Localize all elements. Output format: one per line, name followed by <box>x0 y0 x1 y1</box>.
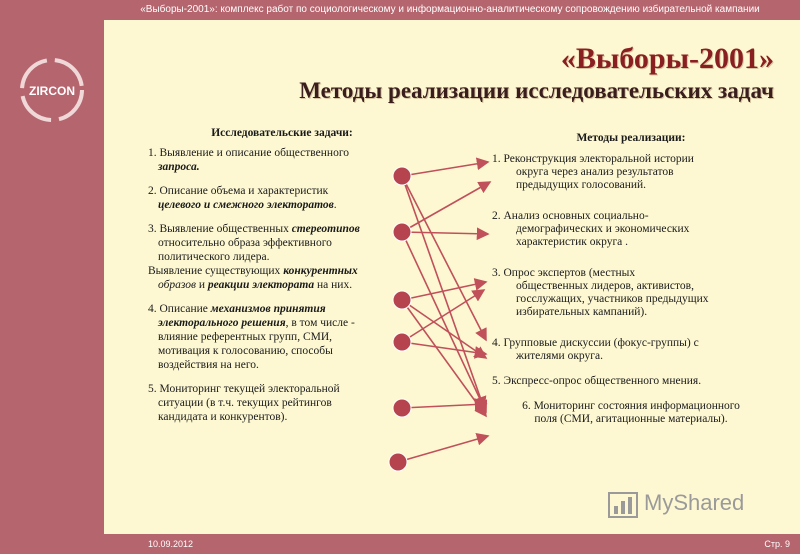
arrow-t6-m6 <box>398 436 488 462</box>
task-4-line: 4. Описание <box>148 303 211 315</box>
task-4-emph: механизмов принятия <box>210 303 326 315</box>
task-1-line: 1. Выявление и описание общественного <box>148 147 350 159</box>
task-5-line: 5. Мониторинг текущей электоральной <box>148 383 340 395</box>
task-5-line2: ситуации (в т.ч. текущих рейтингов <box>158 397 332 409</box>
slide-title: «Выборы-2001» <box>560 42 774 75</box>
task-2-dot: . <box>333 199 337 211</box>
task-2-emph: целевого и смежного электоратов <box>158 199 334 211</box>
task-5-line3: кандидата и конкурентов). <box>158 411 288 423</box>
chart-icon <box>608 492 638 518</box>
task-4-emph2: электорального решения <box>158 317 286 329</box>
task-3-images: образов <box>158 279 196 291</box>
method-6-line: 6. Мониторинг состояния информационного <box>522 400 740 412</box>
method-3-line4: избирательных кампаний). <box>516 306 648 318</box>
task-3-and: и <box>195 279 208 291</box>
methods-heading: Методы реализации: <box>576 132 686 144</box>
task-6-node <box>389 453 407 471</box>
task-3-emph: стереотипов <box>291 223 360 235</box>
method-3-line: 3. Опрос экспертов (местных <box>492 267 636 279</box>
arrow-t3-m4 <box>402 300 486 358</box>
task-3-line2: относительно образа эффективного <box>158 237 332 249</box>
task-5-node <box>393 399 411 417</box>
task-4-cont: , в том числе - <box>285 317 355 329</box>
arrow-t4-m4 <box>402 342 486 354</box>
task-3-end: на них. <box>314 279 353 291</box>
task-3-emph2: конкурентных <box>283 265 358 277</box>
task-2-node <box>393 223 411 241</box>
arrow-t3-m5 <box>402 300 486 416</box>
method-3-line3: госслужащих, участников предыдущих <box>516 293 709 305</box>
tasks-heading: Исследовательские задачи: <box>211 127 353 139</box>
method-4-line: 4. Групповые дискуссии (фокус-группы) с <box>492 337 699 349</box>
banner-text: «Выборы-2001»: комплекс работ по социологическому и информационно-аналитическому сопровождению избирательной кампании <box>140 4 760 15</box>
task-4-node <box>393 333 411 351</box>
method-5-line: 5. Экспресс-опрос общественного мнения. <box>492 375 702 387</box>
task-3-line3: политического лидера. <box>158 251 270 263</box>
arrow-t1-m1 <box>402 162 488 176</box>
method-2-line3: характеристик округа . <box>516 236 629 248</box>
method-2-line2: демографических и экономических <box>516 223 690 235</box>
arrow-t2-m2 <box>402 232 488 234</box>
task-3-line4: Выявление существующих <box>148 265 284 277</box>
logo-text: ZIRCON <box>29 84 75 98</box>
task-4-line3: влияние референтных групп, СМИ, <box>158 331 333 343</box>
task-3-reaction: реакции электората <box>207 279 315 291</box>
method-1-line3: предыдущих голосований. <box>516 179 647 191</box>
footer-date: 10.09.2012 <box>148 539 194 549</box>
bottom-bar <box>104 534 800 554</box>
page-number: Стр. 9 <box>764 539 790 549</box>
task-3-node <box>393 291 411 309</box>
method-4-line2: жителями округа. <box>516 350 603 362</box>
task-4-line5: воздействия на него. <box>158 359 259 371</box>
slide-subtitle: Методы реализации исследовательских задач <box>299 78 774 103</box>
task-3-line: 3. Выявление общественных <box>148 223 292 235</box>
method-6-line2: поля (СМИ, агитационные материалы). <box>534 413 728 425</box>
arrow-t5-m5 <box>402 404 486 408</box>
arrow-t2-m1 <box>402 182 490 232</box>
task-1-emph: запроса. <box>158 161 200 173</box>
task-2-line: 2. Описание объема и характеристик <box>148 185 329 197</box>
task-4-line4: мотивация к голосованию, способы <box>158 345 333 357</box>
watermark-text: MyShared <box>644 490 745 515</box>
method-2-line: 2. Анализ основных социально- <box>492 210 649 222</box>
task-1-node <box>393 167 411 185</box>
method-1-line2: округа через анализ результатов <box>516 166 674 178</box>
method-1-line: 1. Реконструкция электоральной истории <box>492 153 694 165</box>
method-3-line2: общественных лидеров, активистов, <box>516 280 694 292</box>
